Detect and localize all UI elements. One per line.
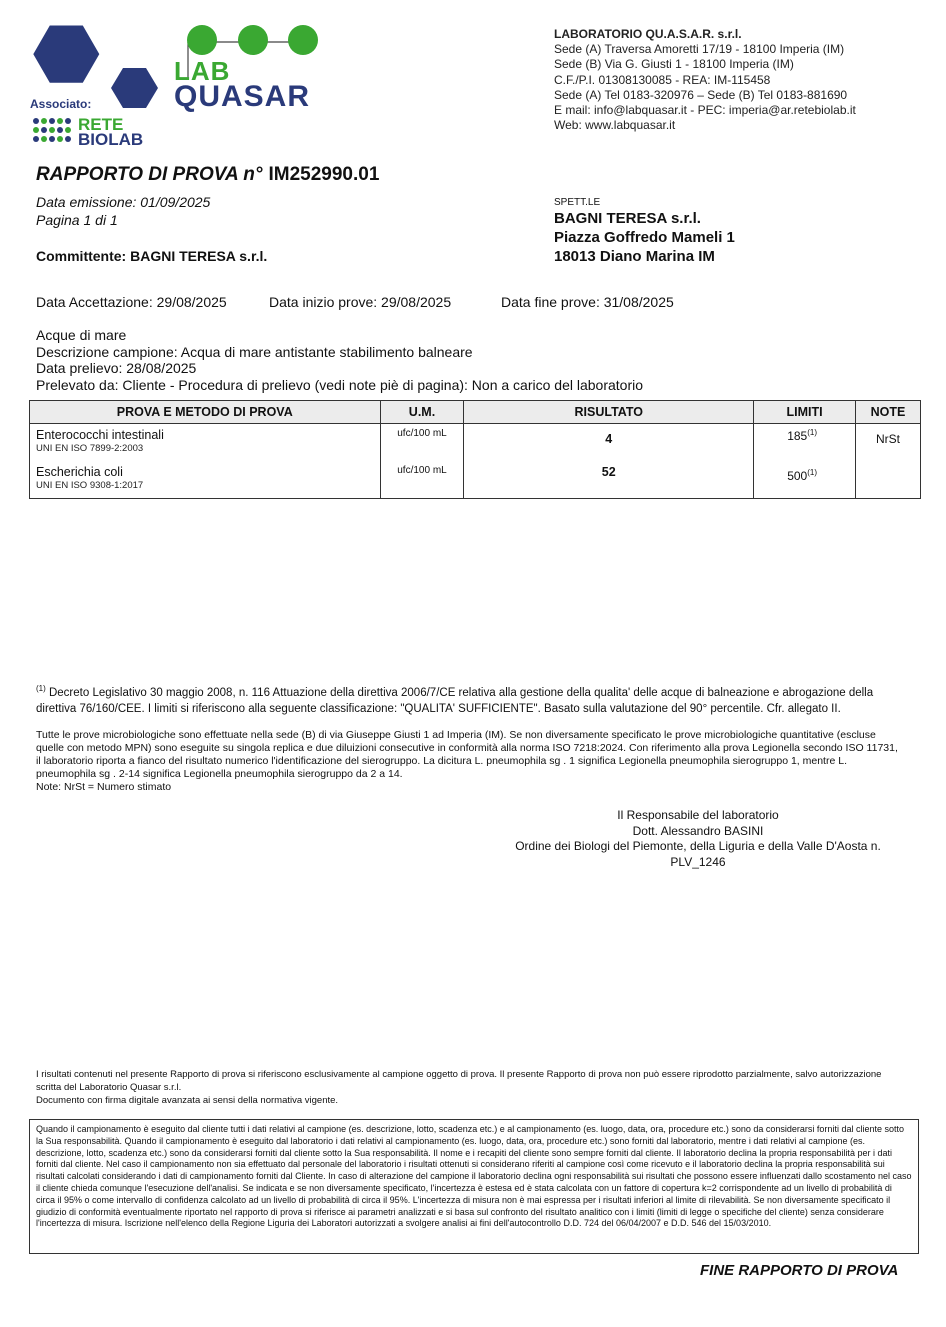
- table-row: [30, 424, 921, 462]
- logo-hexagon-large: [33, 26, 99, 83]
- logo-dot-3: [288, 25, 318, 55]
- report-title: [36, 164, 379, 186]
- table-header-row: [30, 401, 921, 424]
- lab-info-line: Sede (A) Traversa Amoretti 17/19 - 18100 Imperia (IM): [554, 42, 845, 57]
- cell-um: ufc/100 mL: [380, 424, 464, 462]
- emission-date: Data emissione: 01/09/2025: [36, 194, 211, 210]
- lab-info-line: Sede (A) Tel 0183-320976 – Sede (B) Tel 0183-881690: [554, 87, 848, 102]
- lab-info-line: C.F./P.I. 01308130085 - REA: IM-115458: [554, 72, 771, 87]
- cell-limiti: [754, 461, 856, 499]
- date-fine-prove: Data fine prove: 31/08/2025: [501, 294, 674, 310]
- analysis-notes: [36, 729, 898, 794]
- param-name: Escherichia coli: [36, 465, 123, 479]
- param-name: Enterococchi intestinali: [36, 428, 164, 442]
- param-method: UNI EN ISO 9308-1:2017: [36, 480, 144, 491]
- lab-info-line: Web: www.labquasar.it: [554, 118, 676, 133]
- footnote: [36, 681, 891, 717]
- limit-value: 500: [787, 469, 808, 483]
- cell-risultato: 4: [464, 424, 754, 462]
- table-row: [30, 461, 921, 499]
- notes-text: Tutte le prove microbiologiche sono effettuate nella sede (B) di via Giuseppe Giusti 1 ad Imperia (IM). Se non diversamente specificato le prove microbiologiche quantitative (escluse quelle con metodo MPN) sono eseguite su singola replica e due diluizioni consecutive in conformità alla norma ISO 7218:2024. Con riferimento alla prova Legionella secondo ISO 11731, il laboratorio riporta a fianco del risultato numerico l'identificazione del sierogruppo. La dicitura L. pneumophila sg . 1 significa Legionella pneumophila sierogruppo 1, mentre L. pneumophila sg . 2-14 significa Legionella pneumophila sierogruppo da 2 a 14.: [36, 729, 898, 780]
- report-number: IM252990.01: [268, 164, 380, 185]
- sampling-responsibility-box: Quando il campionamento è eseguito dal cliente tutti i dati relativi al campione (es. descrizione, lotto, scadenza etc.) e al campionamento (es. luogo, data, ora, procedure etc.) sono da considerarsi forniti dal cliente sotto la Sua responsabilità. Quando il campionamento è eseguito dal laboratorio i dati relativi al campionamento (es. luogo, data, ora, procedure etc.) sono forniti dal laboratorio, mentre i dati relativi al campione (es. descrizione, lotto, scadenza etc.) sono da considerarsi forniti dal cliente sotto la Sua responsabilità. Il nome e i recapiti del cliente sono sempre forniti dal cliente. Il laboratorio declina la propria responsabilità per i dati forniti dal cliente. Nel caso il campionamento non sia effettuato dal personale del laboratorio i risultati ottenuti si considerano riferiti al campione così come ricevuto e il laboratorio declina la propria responsabilità sui risultati calcolati considerando i dati di campionamento forniti dal Cliente. In caso di alterazione del campione il laboratorio declina ogni responsabilità sui risultati che possono essere influenzati dallo scostamento nel caso il cliente chieda comunque l'esecuzione dell'analisi. Se indicata e se non diversamente specificato, l'incertezza è estesa ed è stata calcolata con un fattore di copertura k=2 corrispondente ad un livello di probabilità di circa il 95% o come intervallo di confidenza calcolato ad un livello di probabilità di circa il 95%. L'incertezza di misura non è mai espressa per i risultati inferiori al limite di rilevabilità. Se non diversamente specificato il giudizio di conformità eventualmente riportato nel rapporto di prova si riferisce ai parametri analizzati e si basa sul confronto del risultato analitico con i limiti (limiti di legge o specifiche del cliente) senza considerare l'incertezza di misura. Iscrizione nell'elenco della Regione Liguria dei Laboratori autorizzati a svolgere analisi ai fini dell'autocontrollo D.D. 724 del 06/04/2007 e D.D. 546 del 15/03/2010.: [29, 1119, 919, 1254]
- logo-dot-2: [238, 25, 268, 55]
- recipient-address: [554, 209, 735, 266]
- limit-value: 185: [787, 429, 808, 443]
- disclaimer: [36, 1068, 891, 1107]
- col-header-limiti: LIMITI: [754, 401, 856, 424]
- col-header-risultato: RISULTATO: [464, 401, 754, 424]
- logo-dot-1: [187, 25, 217, 55]
- recipient-line: BAGNI TERESA s.r.l.: [554, 210, 701, 227]
- signature-line: Il Responsabile del laboratorio: [617, 808, 779, 822]
- logo-hexagon-small: [111, 68, 158, 108]
- disclaimer-line: Documento con firma digitale avanzata ai sensi della normativa vigente.: [36, 1095, 339, 1106]
- committente: Committente: BAGNI TERESA s.r.l.: [36, 248, 268, 264]
- cell-prova: [30, 424, 381, 462]
- sample-line: Descrizione campione: Acqua di mare antistante stabilimento balneare: [36, 343, 473, 360]
- logo-biolab-word: BIOLAB: [78, 130, 144, 149]
- recipient-line: Piazza Goffredo Mameli 1: [554, 229, 735, 246]
- sample-line: Acque di mare: [36, 327, 127, 343]
- report-title-label: RAPPORTO DI PROVA n°: [36, 164, 263, 185]
- results-table: [29, 400, 921, 499]
- associato-label: Associato:: [30, 97, 92, 111]
- sample-line: Prelevato da: Cliente - Procedura di prelievo (vedi note piè di pagina): Non a carico del laboratorio: [36, 376, 644, 393]
- lab-info-line: E mail: info@labquasar.it - PEC: imperia@ar.retebiolab.it: [554, 103, 856, 118]
- col-header-um: U.M.: [380, 401, 464, 424]
- lab-info: [554, 27, 856, 133]
- cell-risultato: 52: [464, 461, 754, 499]
- cell-note: [856, 461, 921, 499]
- sample-line: Data prelievo: 28/08/2025: [36, 360, 197, 376]
- logo-lab-word: LAB: [174, 56, 231, 86]
- param-method: UNI EN ISO 7899-2:2003: [36, 443, 144, 454]
- lab-name: LABORATORIO QU.A.S.A.R. s.r.l.: [554, 27, 742, 41]
- page-count: Pagina 1 di 1: [36, 212, 118, 228]
- cell-um: ufc/100 mL: [380, 461, 464, 499]
- limit-note-ref: (1): [807, 428, 817, 437]
- date-inizio-prove: Data inizio prove: 29/08/2025: [269, 294, 452, 310]
- date-accettazione: Data Accettazione: 29/08/2025: [36, 294, 227, 310]
- signature-line: Dott. Alessandro BASINI: [632, 823, 764, 838]
- cell-prova: [30, 461, 381, 499]
- limit-note-ref: (1): [807, 468, 817, 477]
- logo-quasar-word: QUASAR: [174, 80, 311, 113]
- col-header-prova: PROVA E METODO DI PROVA: [30, 401, 381, 424]
- recipient-line: 18013 Diano Marina IM: [554, 248, 715, 265]
- retebiolab-icon: [33, 118, 71, 142]
- disclaimer-line: I risultati contenuti nel presente Rapporto di prova si riferiscono esclusivamente al campione oggetto di prova. Il presente Rapporto di prova non può essere riprodotto parzialmente, salvo autorizzazione scritta del Laboratorio Quasar s.r.l.: [36, 1069, 882, 1093]
- footnote-marker: (1): [36, 684, 46, 693]
- end-of-report: FINE RAPPORTO DI PROVA: [700, 1262, 899, 1279]
- col-header-note: NOTE: [856, 401, 921, 424]
- cell-limiti: [754, 424, 856, 462]
- logo-rete-word: RETE: [78, 115, 124, 134]
- report-meta: [36, 193, 210, 229]
- cell-note: NrSt: [856, 424, 921, 462]
- signature-block: [498, 808, 898, 870]
- signature-line: Ordine dei Biologi del Piemonte, della Liguria e della Valle D'Aosta n. PLV_1246: [515, 839, 881, 869]
- sample-info: [36, 327, 643, 393]
- lab-info-line: Sede (B) Via G. Giusti 1 - 18100 Imperia (IM): [554, 57, 794, 72]
- footnote-text: Decreto Legislativo 30 maggio 2008, n. 116 Attuazione della direttiva 2006/7/CE relativa alla gestione della qualita' delle acque di balneazione e abrogazione della direttiva 76/160/CEE. I limiti si riferiscono alla seguente classificazione: "QUALITA' SUFFICIENTE". Basato sulla valutazione del 90° percentile. Cfr. allegato II.: [36, 686, 874, 715]
- notes-nrst: Note: NrSt = Numero stimato: [36, 781, 172, 793]
- spett-label: SPETT.LE: [554, 197, 601, 208]
